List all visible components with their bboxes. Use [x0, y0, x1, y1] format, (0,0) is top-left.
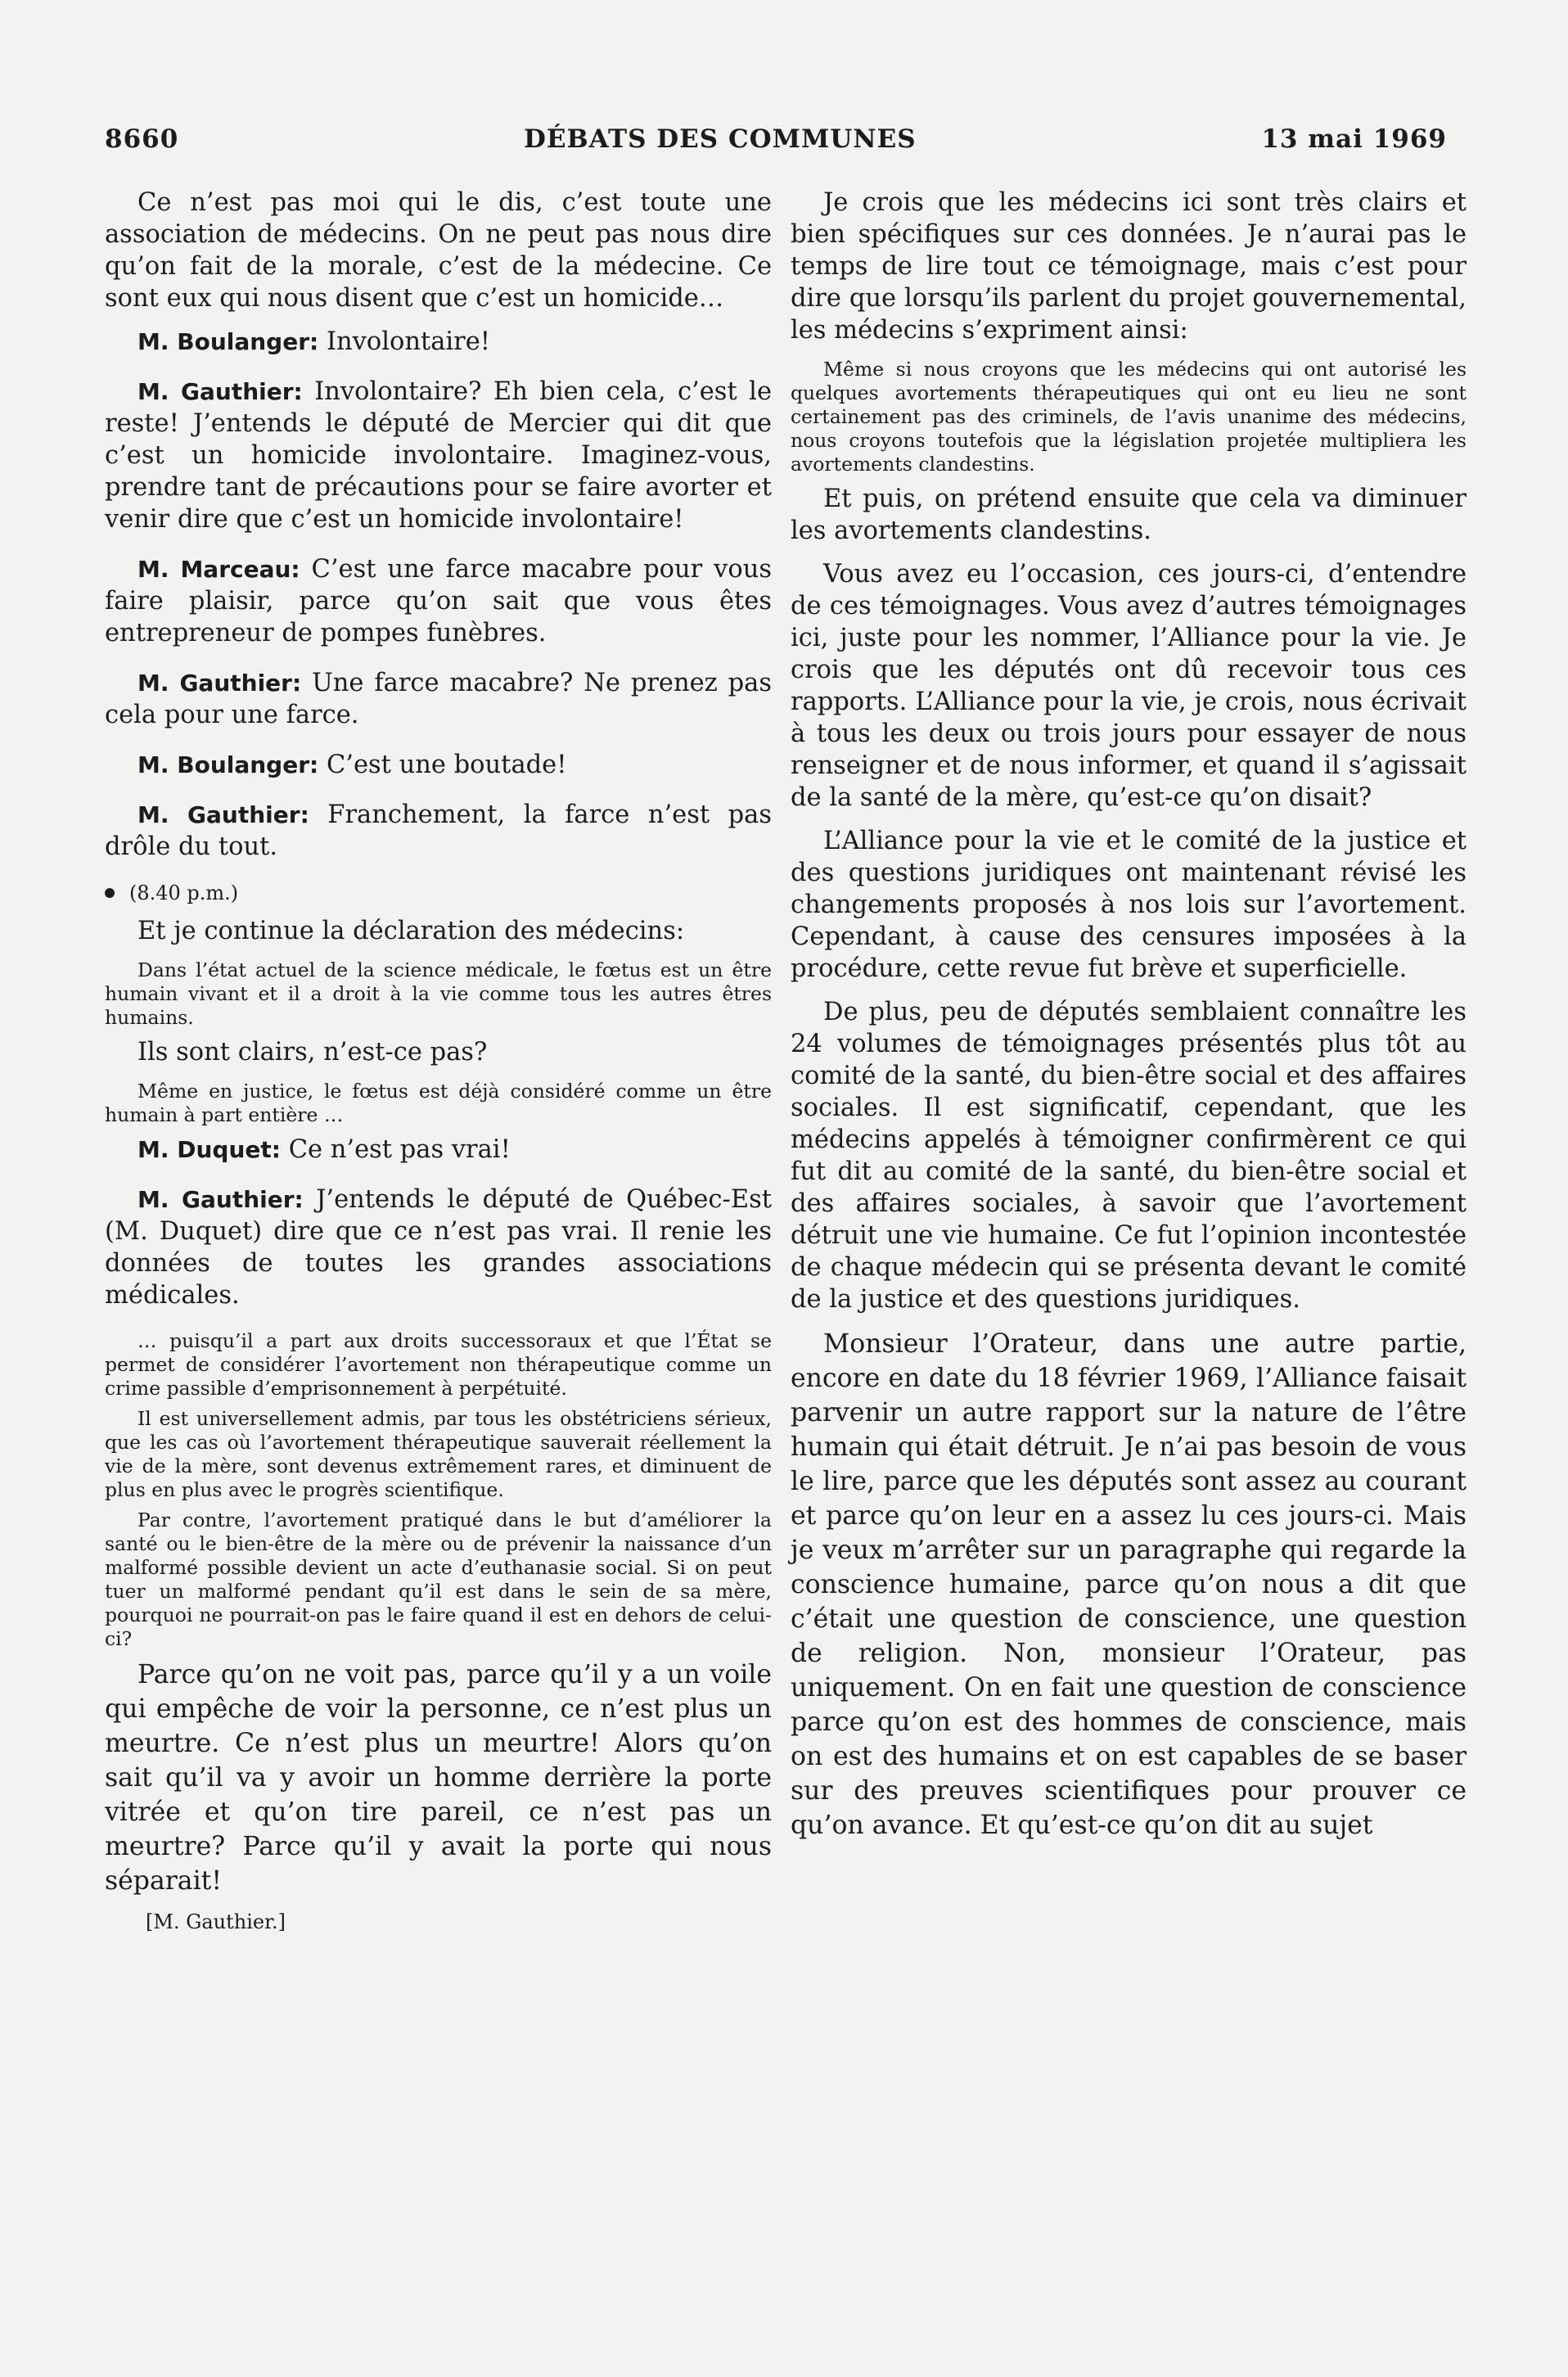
paragraph: Parce qu’on ne voit pas, parce qu’il y a un voile qui empêche de voir la personne, ce n’est plus un meurtre. Ce n’est plus un meurtre! Alors qu’on sait qu’il va y avoir un homme derrière la porte vitrée et qu’on tire pareil, ce n’est pas un meurtre? Parce qu’il y avait la porte qui nous séparait! [105, 1660, 772, 1896]
right-column [791, 187, 1467, 1854]
speaker-name: M. Duquet: [137, 1136, 281, 1163]
quotation: Il est universellement admis, par tous les obstétriciens sérieux, que les cas où l’avortement thérapeutique sauverait réellement la vie de la mère, sont devenus extrêmement rares, et diminuent de plus en plus avec le progrès scientifique. [105, 1407, 772, 1501]
speech [105, 1134, 772, 1166]
speaker-signature: [M. Gauthier.] [146, 1910, 286, 1933]
speaker-name: M. Boulanger: [137, 328, 319, 355]
paragraph: Et je continue la déclaration des médecins: [137, 917, 685, 945]
speaker-name: M. Gauthier: [137, 801, 309, 828]
speech-text: C’est une farce macabre pour vous faire plaisir, parce qu’on sait que vous êtes entrepreneur de pompes funèbres. [105, 555, 772, 647]
speech-text: Franchement, la farce n’est pas drôle du tout. [105, 801, 772, 861]
speech-text: C’est une boutade! [326, 751, 567, 779]
paragraph: Ce n’est pas moi qui le dis, c’est toute une association de médecins. On ne peut pas nous dire qu’on fait de la morale, c’est de la médecine. Ce sont eux qui nous disent que c’est un homicide… [105, 188, 772, 313]
quotation: … puisqu’il a part aux droits successoraux et que l’État se permet de considérer l’avortement non thérapeutique comme un crime passible d’emprisonnement à perpétuité. [105, 1329, 772, 1400]
speech [105, 667, 772, 731]
quotation: Même en justice, le fœtus est déjà considéré comme un être humain à part entière … [105, 1080, 772, 1126]
speech [105, 1184, 772, 1311]
page-number: 8660 [105, 124, 179, 154]
speech-text: Ce n’est pas vrai! [288, 1135, 511, 1164]
paragraph: Vous avez eu l’occasion, ces jours-ci, d’entendre de ces témoignages. Vous avez d’autres témoignages ici, juste pour les nommer, l’Alliance pour la vie. Je crois que les députés ont dû recevoir tous ces rapports. L’Alliance pour la vie, je crois, nous écrivait à tous les deux ou trois jours pour essayer de nous renseigner et de nous informer, et quand il s’agissait de la santé de la mère, qu’est-ce qu’on disait? [791, 560, 1467, 812]
left-column [105, 187, 772, 1934]
speech [105, 749, 772, 781]
paragraph: De plus, peu de députés semblaient connaître les 24 volumes de témoignages présentés plus tôt au comité de la santé, du bien-être social et des affaires sociales. Il est significatif, cependant, que les médecins appelés à témoigner confirmèrent ce qui fut dit au comité de la santé, du bien-être social et des affaires sociales, à savoir que l’avortement détruit une vie humaine. Ce fut l’opinion incontestée de chaque médecin qui se présenta devant le comité de la justice et des questions juridiques. [791, 998, 1467, 1314]
speaker-name: M. Gauthier: [137, 378, 303, 405]
speech [105, 799, 772, 863]
speech [105, 553, 772, 649]
paragraph: Et puis, on prétend ensuite que cela va diminuer les avortements clandestins. [791, 485, 1467, 545]
paragraph: Je crois que les médecins ici sont très clairs et bien spécifiques sur ces données. Je n’aurai pas le temps de lire tout ce témoignage, mais c’est pour dire que lorsqu’ils parlent du projet gouvernemental, les médecins s’expriment ainsi: [791, 188, 1467, 345]
page-header [105, 124, 1447, 164]
paragraph: Ils sont clairs, n’est-ce pas? [137, 1038, 488, 1067]
timestamp-text: (8.40 p.m.) [129, 882, 239, 904]
quotation: Par contre, l’avortement pratiqué dans le but d’améliorer la santé ou le bien-être de la mère ou de prévenir la naissance d’un malformé possible devient un acte d’euthanasie social. Si on peut tuer un malformé pendant qu’il est dans le sein de sa mère, pourquoi ne pourrait-on pas le faire quand il est en dehors de celui-ci? [105, 1509, 772, 1650]
quotation: Dans l’état actuel de la science médicale, le fœtus est un être humain vivant et il a droit à la vie comme tous les autres êtres humains. [105, 958, 772, 1029]
page-date: 13 mai 1969 [1261, 124, 1447, 154]
speech-text: Involontaire! [326, 327, 491, 356]
speaker-name: M. Gauthier: [137, 1186, 304, 1213]
timestamp [105, 881, 772, 905]
speaker-name: M. Boulanger: [137, 751, 319, 778]
speech-text: Involontaire? Eh bien cela, c’est le reste! J’entends le député de Mercier qui dit que c’est un homicide involontaire. Imaginez-vous, prendre tant de précautions pour se faire avorter et venir dire que c’est un homicide involontaire! [105, 377, 772, 534]
paragraph: L’Alliance pour la vie et le comité de la justice et des questions juridiques ont maintenant révisé les changements proposés à nos lois sur l’avortement. Cependant, à cause des censures imposées à la procédure, cette revue fut brève et superficielle. [791, 827, 1467, 983]
paragraph: Monsieur l’Orateur, dans une autre partie, encore en date du 18 février 1969, l’Alliance faisait parvenir un autre rapport sur la nature de l’être humain qui était détruit. Je n’ai pas besoin de vous le lire, parce que les députés sont assez au courant et parce qu’on leur en a assez lu ces jours-ci. Mais je veux m’arrêter sur un paragraphe qui regarde la conscience humaine, parce qu’on nous a dit que c’était une question de conscience, une question de religion. Non, monsieur l’Orateur, pas uniquement. On en fait une question de conscience parce qu’on est des hommes de conscience, mais on est des humains et on est capables de se baser sur des preuves scientifiques pour prouver ce qu’on avance. Et qu’est-ce qu’on dit au sujet [791, 1329, 1467, 1840]
bullet-icon [105, 888, 115, 898]
speech-text: J’entends le député de Québec-Est (M. Duquet) dire que ce n’est pas vrai. Il renie les données de toutes les grandes associations médicales. [105, 1185, 772, 1310]
speech-text: Une farce macabre? Ne prenez pas cela pour une farce. [105, 669, 772, 729]
speaker-name: M. Marceau: [137, 556, 300, 583]
quotation: Même si nous croyons que les médecins qui ont autorisé les quelques avortements thérapeutiques qui ont eu lieu ne sont certainement pas des criminels, de l’avis unanime des médecins, nous croyons toutefois que la législation projetée multipliera les avortements clandestins. [791, 358, 1467, 476]
speech [105, 376, 772, 535]
publication-title: DÉBATS DES COMMUNES [523, 124, 917, 154]
speaker-name: M. Gauthier: [137, 670, 302, 697]
speech [105, 326, 772, 358]
